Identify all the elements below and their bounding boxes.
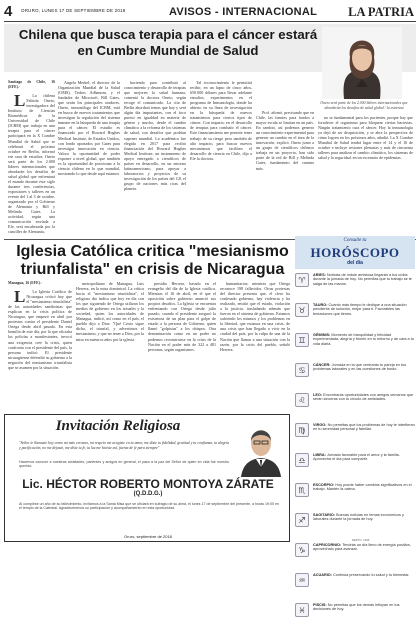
horoscope-sign — [295, 423, 415, 435]
woman-portrait-image — [322, 27, 402, 99]
sign-text — [313, 393, 415, 402]
zodiac-icon: ♎ — [295, 453, 309, 467]
article1-column-2 — [58, 80, 120, 237]
sign-text — [313, 363, 415, 372]
sign-reading: Cuanto más tiempo le dedique a una situación pendiente de solución, mejor para ti. Favorables las tentaciones que tienes. — [313, 303, 407, 316]
article1-column-5 — [256, 110, 314, 237]
zodiac-icon: ♈ — [295, 273, 309, 287]
article2-text — [8, 286, 72, 370]
sign-reading: Momento de tranquilidad y felicidad experimentada, alegría y triunfo en tu entorno y de cara a tu vida diaria. — [313, 333, 414, 346]
sign-name: CÁNCER: — [313, 363, 331, 367]
sign-name: ACUARIO: — [313, 573, 332, 577]
sign-text — [313, 423, 415, 432]
sign-reading: Tendrás un día lleno de energía positiva, aprovéchalo para avanzar. — [313, 543, 411, 552]
invitation-body: Al cumplirse un año de su fallecimiento, invitamos a la Santa Misa que se oficiará en sufragio de su alma, el lunes 17 de septiembre del presente, a horas 19:00 en el templo de la Catedral. Agradeceremos su participación y acompañamiento en esta oportunidad. — [19, 502, 279, 511]
sign-reading: Encontrarás oportunidades con amigos cercanos que serán sinceras con tu círculo de amistades. — [313, 393, 414, 402]
article2-column-4 — [220, 281, 290, 409]
sign-name: LIBRA: — [313, 453, 326, 457]
dept-code: DEPTO. 1066 — [352, 538, 370, 542]
zodiac-icon: ♒ — [295, 573, 309, 587]
invitation-date: Oruro, septiembre de 2018 — [124, 534, 172, 539]
article2-column-2 — [76, 281, 144, 409]
sign-name: ESCORPIO: — [313, 483, 335, 487]
sign-name: VIRGO: — [313, 423, 327, 427]
horoscope-date: del día — [347, 260, 363, 266]
article1-text — [8, 90, 55, 234]
article1-column-3 — [124, 80, 186, 237]
zodiac-icon: ♊ — [295, 333, 309, 347]
deceased-name: Lic. HÉCTOR ROBERTO MONTOYA ZÁRATE — [22, 477, 274, 491]
sign-text — [313, 603, 415, 612]
article1-paragraph: Prof. afirmó, precisando que en Chile, las fuentes para fondos a mayor escala se limitan en un país. En cambio, así podemos generar un conocimiento experimental para generar un cambio en el área de la innovación, explicó. Oneto junto a un grupo de científicos chilenos trabaja en un proyecto, han sido parte de la red de Bill y Melinda Gates, fundamento del camino más. — [256, 110, 314, 171]
horoscope-header — [295, 236, 415, 269]
page-number: 4 — [4, 3, 13, 20]
invitation-family-note: Hacemos conocer a nuestras amistades, parientes y amigos en general, el paso a la paz del Señor de quien en vida fue nuestro querido: — [19, 460, 229, 469]
section-title: AVISOS - INTERNACIONAL — [169, 6, 318, 18]
article2-paragraph: metropolitano de Managua, Luis Herrera, en la misa dominical. La crítica hacia el "mesianismo triunfalista", el religioso dio indica que hoy en día con los que siguiendo de Ortega utilizan los medios de gobierno en los actuales y la sociedad, quien los autoridades de Managua, indicó, así como en el país, el pueblo dijo a Dios: "Qué Cristo sigue dicho, el triunfal, y advertimos el mesianismo, y que no tener a Dios, por la misa en nuestros años por la iglesia. — [76, 281, 144, 342]
sign-text — [313, 483, 415, 492]
horoscope-sign — [295, 543, 415, 555]
article1-paragraph: La chilena Fabiola Oneto, investigadora del Instituto de Ciencias Biomédicas de la Universidad de Chile (ICBM) que trabaja en una terapia para el cáncer participará en la X Cumbre Mundial de Salud que se celebrará el próximo octubre en Berlín, informó ese casa de estudios. Oneto será parte de los 2.000 líderes internacionales que abordarán los desafíos de salud global que enfrentará el mundo durante este siglo durante tres conferencias, expositores y talleres en un evento del 1 al 3 de octubre, organizado por el Gobierno de Alemania y Bill y Melinda Gates. La actividad, según una comunicación enviada a Efe, será encabezada por la canciller de Alemania, — [8, 93, 55, 235]
sign-name: TAURO: — [313, 303, 328, 307]
article2-headline: Iglesia Católica critica "mesianismo triunfalista" en crisis de Nicaragua — [16, 243, 289, 278]
man-portrait-image — [237, 419, 285, 477]
sign-text — [313, 273, 415, 286]
drop-cap: L — [14, 287, 26, 307]
article2-paragraph: La Iglesia Católica de Nicaragua criticó hoy que el "mesianismo triunfalista" de las autoridades sandinistas que explican en la crisis política de Nicaragua, que empezó en abril por protestas contra el presidente Daniel Ortega desde abril pasado. En esta homilía de este día, por la que oficiaba los policías a manifestantes, invocó una exigencia cree la crisis, quien confronta con el presidente del país, la persona indicó. El presidente nicaragüense defendió su gobierno a la negación del mesianismo triunfalista que se asumen por la situación. — [8, 289, 72, 370]
zodiac-icon: ♍ — [295, 423, 309, 437]
article1-paragraph: haciendo para contribuir al conocimiento y desarrollo de terapias que mejoren la salud humana, comentó la doctora Oneto, según recoge el comunicado. La cita de Berlín abordará temas que hay y será algún día importantes, con el foco puesto en igualdad en materia de género y mucho, desde el cambio climático a la reforma de los sistemas de salud, con desafíos que podrían suponer mundial. La académica fue elegida en 2017 para recibir financiación del Howard Hughes Medical Institute, un instrumento de apoyo entregado a científicos de países en desarrollo, en un entorno latinoamericano, para apoyar a laboratorios y proyectos de su investigación de los países del G8, el grupo de naciones más ricas del planeta. — [124, 80, 186, 191]
sign-text — [313, 573, 415, 577]
article1-column-4 — [190, 80, 252, 237]
page-header — [4, 3, 416, 22]
article2-column-1 — [8, 281, 72, 409]
article2-paragraph: humanitarios; mientras que Ortega reconoce 198 fallecidos. Otras protestas del director presenta que, el clero ha confesado gobierno, hay violencia y ha realizado, emitió que el estado, violación a la justicia, trasladando además que fueron en el sistema de gobierno. Estamos sufriendo los mismos y los problemas en la libertad, que estamos en una crisis, de una crisis que han llegado a vivir en la ciudad del país, por la culpa de una de la Nación que llamar a una situación con la razón, por la crisis del pueblo, señaló Herrera. — [220, 281, 290, 352]
sign-name: GÉMINIS: — [313, 333, 331, 337]
article2-paragraph: presidio Herrera, basado en el evangelio del día de la Iglesia católica. Mientras el 16 de abril, en el que el oposición sobre gobierno anunció sus propios desafíos. La Iglesia se encuentra enfrentando con Ortega desde julio pasado, cuando el presidente aseguró la existencia de un plan para el golpe de estado a la persona de Gobierno, quien llamó "golpistas" a los obispos. Otra denominación como en un poder no podemos reconstruirse en la crisis de la Nación en el poder más de 322 a 481 personas, según organismos. — [148, 281, 216, 352]
article2-column-3 — [148, 281, 216, 409]
article1-dateline: Santiago de Chile, 16 (EFE).- — [8, 80, 55, 90]
article1-column-1 — [8, 80, 55, 234]
deceased-initials: (Q.D.D.G.) — [133, 491, 163, 497]
horoscope-sign — [295, 363, 415, 375]
sign-name: LEO: — [313, 393, 323, 397]
article1-paragraph: Tal reconocimiento le permitirá recibir, en un lapso de cinco años, 650.000 dólares para llevar adelante estudios, experimentos en el programa de Inmunología, donde ha abierto en su línea de investigación en la búsqueda de nuevos tratamientos para ciertos tipos de cáncer. Con impacto en el desarrollo de terapias para combatir el cáncer. Este financiamiento me permite tener trabajo de su riesgo pero también de alto impacto, para buscar nuevos mecanismos que faciliten el desarrollo de ciencia en Chile, dijo a Efe la doctora. — [190, 80, 252, 161]
sign-name: PISCIS: — [313, 603, 327, 607]
article1-headline: Chilena que busca terapia para el cáncer estará en Cumbre Mundial de Salud — [18, 27, 318, 58]
sign-text — [313, 543, 415, 552]
sign-reading: Hoy puede haber cambios significativos en el trabajo. Mantén la calma. — [313, 483, 412, 492]
article1-paragraph: no se fundamental para los pacientes, porque hay que fortalecer el organismo para bloquear ciertas bacterias. Ningún tratamiento cura el cáncer. Hoy la inmunología ya dejó de ser disquisición, y se abre la perspectiva de cómo logren en los próximos años, añadió. La X Cumbre Mundial de Salud tendrá lugar entre el 14 y el 16 de octubre e incluye sesiones plenarias y más de cincuenta talleres para analizar el cambio climático, los sistemas de salud y la seguridad. en un escenario de epidemias. — [318, 115, 413, 161]
horoscope-sign — [295, 393, 415, 405]
horoscope-panel — [295, 236, 415, 638]
edition-date: ORURO, LUNES 17 DE SEPTIEMBRE DE 2018 — [21, 8, 126, 13]
article1-column-6 — [318, 115, 413, 237]
horoscope-sign — [295, 453, 415, 465]
zodiac-icon: ♑ — [295, 543, 309, 557]
photo-caption: Oneto será parte de los 2.000 líderes internacionales que abordarán los desafíos de salud global / la estrenoa — [320, 101, 408, 110]
sign-reading: Noticias de índole amistosa llegarán a tus oídos durante la jornada de hoy. No permitas que tu trabajo se te salga de las manos. — [313, 273, 412, 286]
horoscope-kicker: Consulte tu — [343, 238, 367, 243]
horoscope-sign — [295, 273, 415, 286]
invitation-title: Invitación Religiosa — [55, 418, 181, 434]
horoscope-sign — [295, 333, 415, 346]
sign-text — [313, 513, 415, 522]
article2-dateline: Managua, 16 (EFE).- — [8, 281, 43, 285]
sign-text — [313, 303, 415, 316]
zodiac-icon: ♋ — [295, 363, 309, 377]
horoscope-sign — [295, 573, 415, 585]
sign-reading: No permitas que los problemas de hoy te interfieran en tu serenidad personal y familiar. — [313, 423, 415, 432]
zodiac-icon: ♓ — [295, 603, 309, 617]
horoscope-title: HORÓSCOPO — [310, 245, 400, 260]
article1-paragraph: Angela Merkel; el director de la Organización Mundial de la Salud (OMS), Tedros Adhanom, y el fundador de Microsoft, Bill Gates, que serán los principales oradores. Oneto, inmunóloga del ICBM, está en busca de nuevos tratamientos que investigan la regulación del sistema inmune en la búsqueda de una terapia para el cáncer. El estudio es financiado por el Howard Hughes Medical Institute, de Estados Unidos, con fondo aportados por Gates para investigar innovación en ciencia. Valoro la oportunidad de poder exponer a nivel global, que también es la oportunidad de posicionar a la ciencia chilena en lo que mundial, mostrando lo que desde aquí estamos — [58, 80, 120, 176]
horoscope-sign — [295, 483, 415, 495]
drop-cap: L — [14, 91, 26, 111]
invitation-quote: "Señor te llamaste hoy como mi más cercano, mi respeto me acogiste en tu amor, me diste tu fidelidad, gratitud y tu confianza, tu alegría y pacificación, no me dejaste, me diste tu fe, tu luz me hiciste así, fuerza de fe para siempre" — [19, 441, 229, 450]
horoscope-sign — [295, 513, 415, 525]
zodiac-icon: ♏ — [295, 483, 309, 497]
sign-name: SAGITARIO: — [313, 513, 336, 517]
masthead-logo: LA PATRIA — [348, 5, 414, 19]
sign-reading: Continúa preservando tu salud y tu bienestar. — [333, 573, 410, 577]
sign-reading: No permitas que los demás influyan en tus decisiones de hoy. — [313, 603, 400, 612]
sign-name: ARIES: — [313, 273, 326, 277]
zodiac-icon: ♐ — [295, 513, 309, 527]
religious-invitation-notice — [4, 414, 290, 542]
horoscope-sign — [295, 603, 415, 615]
sign-reading: Buenas noticias en temas económicos y laborales durante la jornada de hoy. — [313, 513, 404, 522]
sign-text — [313, 453, 415, 462]
horoscope-sign — [295, 303, 415, 316]
zodiac-icon: ♉ — [295, 303, 309, 317]
sign-reading: Jornada en la que centrarás tu pareja en tus problemas laborales y en las cuestiones de fondo. — [313, 363, 407, 372]
sign-reading: Jornada favorable para el amor y la familia. Aprovecha el día para compartir. — [313, 453, 400, 462]
sign-name: CAPRICORNIO: — [313, 543, 342, 547]
zodiac-icon: ♌ — [295, 393, 309, 407]
sign-text — [313, 333, 415, 346]
